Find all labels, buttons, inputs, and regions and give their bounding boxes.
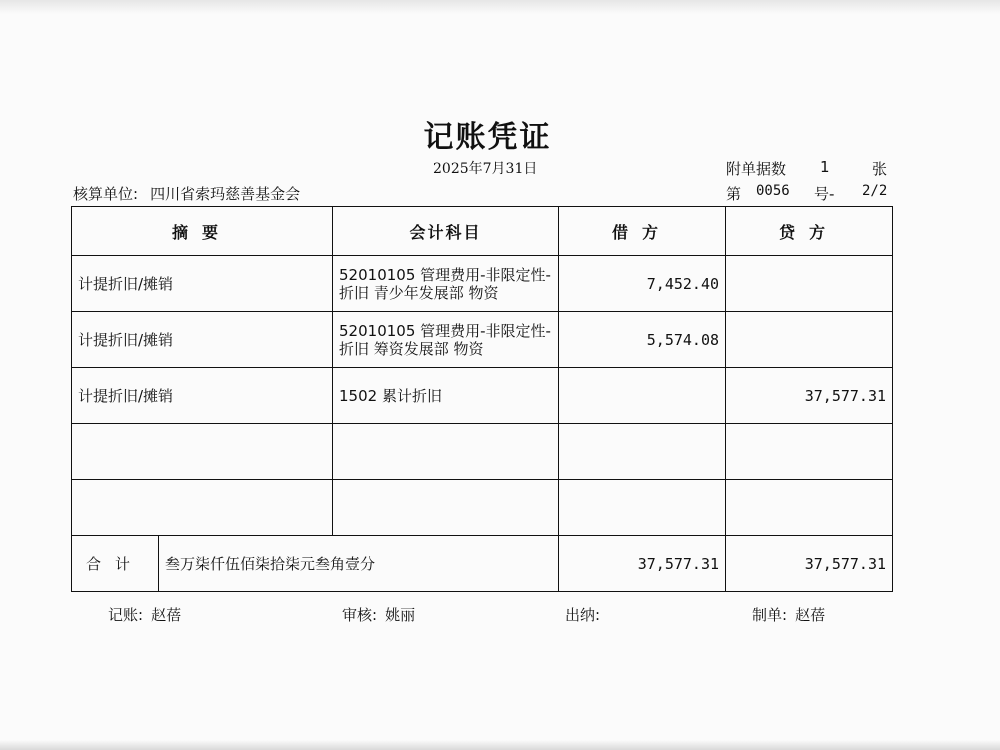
row-debit [559,480,726,536]
total-label: 合计 [72,536,159,592]
row-credit [726,480,893,536]
attachments-unit: 张 [872,160,888,178]
org-name: 四川省索玛慈善基金会 [150,185,301,203]
voucher-date: 2025年7月31日 [433,161,538,177]
total-credit: 37,577.31 [726,536,893,592]
table-row [72,256,893,312]
cashier [565,604,608,625]
scan-edge-top [0,0,1000,14]
row-credit [726,312,893,368]
table-row [72,368,893,424]
account-line-1: 1502 累计折旧 [339,386,442,405]
reviewer-name: 姚丽 [385,606,416,624]
voucher-number [726,183,888,204]
row-account [333,368,559,424]
total-debit: 37,577.31 [559,536,726,592]
account-line-2: 折旧 筹资发展部 物资 [339,339,484,358]
org-info [73,183,300,204]
preparer-label: 制单: [752,606,788,624]
row-credit: 37,577.31 [726,368,893,424]
row-account [333,480,559,536]
bookkeeper [108,604,181,625]
row-credit [726,424,893,480]
voucher-table [71,206,893,592]
org-label: 核算单位: [73,185,139,203]
total-amount-words: 叁万柒仟伍佰柒拾柒元叁角壹分 [159,536,559,592]
header-summary: 摘要 [72,207,333,256]
account-line-2: 折旧 青少年发展部 物资 [339,283,499,302]
reviewer [342,604,415,625]
row-summary: 计提折旧/摊销 [72,256,333,312]
voucher-title: 记账凭证 [423,120,552,155]
attachments-info [726,158,888,179]
row-summary [72,424,333,480]
row-summary: 计提折旧/摊销 [72,312,333,368]
preparer-name: 赵蓓 [795,606,826,624]
row-account [333,424,559,480]
reviewer-label: 审核: [342,606,378,624]
voucher-number-prefix: 第 [726,185,742,203]
header-account: 会计科目 [333,207,559,256]
row-debit: 5,574.08 [559,312,726,368]
row-summary [72,480,333,536]
table-row [72,424,893,480]
row-account [333,312,559,368]
attachments-label: 附单据数 [726,160,787,178]
cashier-label: 出纳: [565,606,601,624]
row-summary: 计提折旧/摊销 [72,368,333,424]
voucher-number-value: 0056 [756,183,790,199]
row-debit [559,368,726,424]
account-line-1: 52010105 管理费用-非限定性- [339,321,551,340]
total-row [72,536,893,592]
header-credit: 贷方 [726,207,893,256]
row-debit: 7,452.40 [559,256,726,312]
attachments-count: 1 [820,158,830,176]
row-debit [559,424,726,480]
row-credit [726,256,893,312]
bookkeeper-label: 记账: [108,606,144,624]
row-account [333,256,559,312]
table-row [72,312,893,368]
header-debit: 借方 [559,207,726,256]
voucher-number-suffix: 号- [814,185,835,203]
table-row [72,480,893,536]
table-header-row [72,207,893,256]
scan-edge-bottom [0,740,1000,750]
account-line-1: 52010105 管理费用-非限定性- [339,265,551,284]
bookkeeper-name: 赵蓓 [151,606,182,624]
preparer [752,604,825,625]
voucher-page: 2/2 [862,183,888,199]
